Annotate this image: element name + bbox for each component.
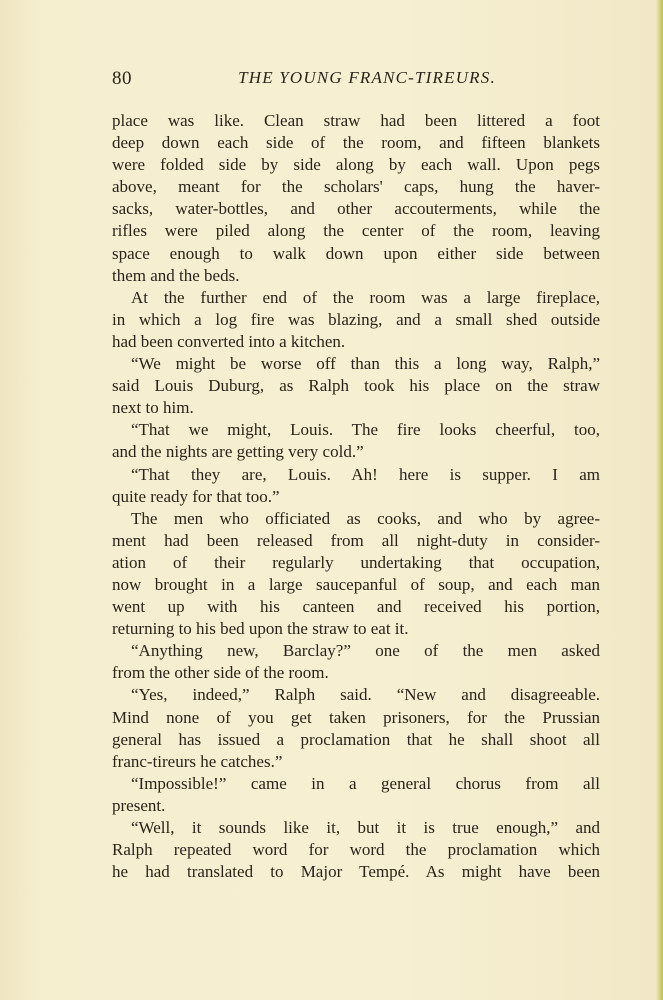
text-line: above, meant for the scholars' caps, hung the haver-: [112, 177, 600, 197]
text-line: said Louis Duburg, as Ralph took his place on the straw: [112, 376, 600, 396]
text-line: sacks, water-bottles, and other accouterments, while the: [112, 199, 600, 219]
text-line: next to him.: [112, 398, 194, 418]
text-line: now brought in a large saucepanful of soup, and each man: [112, 574, 600, 594]
text-line: franc-tireurs he catches.”: [112, 751, 283, 771]
running-title: THE YOUNG FRANC-TIREURS.: [238, 68, 496, 87]
text-line: he had translated to Major Tempé. As might have been: [112, 862, 600, 882]
text-line: “Well, it sounds like it, but it is true enough,” and: [131, 818, 600, 837]
text-line: deep down each side of the room, and fifteen blankets: [112, 133, 600, 153]
text-line: ation of their regularly undertaking that occupation,: [112, 552, 600, 572]
body-text: [112, 110, 600, 883]
text-line: Mind none of you get taken prisoners, for the Prussian: [112, 707, 600, 727]
text-line: The men who officiated as cooks, and who by agree-: [131, 508, 600, 528]
page-header: [112, 68, 600, 96]
page-number: 80: [112, 68, 132, 89]
text-line: from the other side of the room.: [112, 663, 329, 683]
text-line: “Yes, indeed,” Ralph said. “New and disagreeable.: [131, 685, 600, 705]
text-line: space enough to walk down upon either side between: [112, 243, 600, 263]
text-line: At the further end of the room was a large fireplace,: [131, 287, 600, 307]
text-line: in which a log fire was blazing, and a small shed outside: [112, 309, 600, 329]
text-line: ment had been released from all night-duty in consider-: [112, 530, 600, 550]
text-line: them and the beds.: [112, 265, 240, 285]
text-line: “Impossible!” came in a general chorus from all: [131, 773, 600, 793]
text-line: and the nights are getting very cold.”: [112, 442, 364, 462]
text-line: Ralph repeated word for word the proclamation which: [112, 840, 600, 860]
text-line: “We might be worse off than this a long way, Ralph,”: [131, 354, 600, 374]
text-line: place was like. Clean straw had been littered a foot: [112, 111, 600, 130]
text-line: quite ready for that too.”: [112, 486, 280, 506]
text-line: went up with his canteen and received his portion,: [112, 597, 600, 617]
text-line: returning to his bed upon the straw to eat it.: [112, 619, 409, 639]
text-line: “Anything new, Barclay?” one of the men asked: [131, 641, 600, 661]
text-line: rifles were piled along the center of the room, leaving: [112, 221, 600, 241]
text-line: general has issued a proclamation that he shall shoot all: [112, 729, 600, 749]
text-line: present.: [112, 795, 166, 815]
text-line: had been converted into a kitchen.: [112, 331, 346, 351]
text-line: “That we might, Louis. The fire looks cheerful, too,: [131, 420, 600, 440]
text-line: “That they are, Louis. Ah! here is supper. I am: [131, 464, 600, 484]
page-edge: [656, 0, 663, 1000]
text-line: were folded side by side along by each wall. Upon pegs: [112, 155, 600, 175]
